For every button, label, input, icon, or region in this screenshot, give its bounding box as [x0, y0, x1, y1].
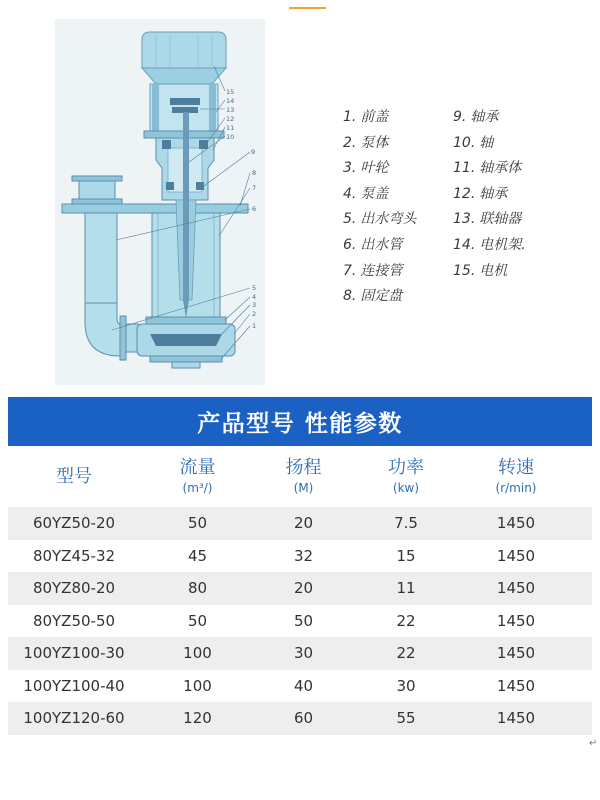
cell-model: 80YZ45-32 — [32, 546, 116, 565]
callout-4: 4 — [252, 293, 257, 301]
header-power — [352, 454, 460, 500]
header-label: 扬程 — [285, 457, 322, 478]
suction-inlet — [172, 362, 200, 368]
callout-3: 3 — [252, 301, 257, 309]
header-label: 型号 — [56, 466, 92, 487]
discharge-outlet — [79, 181, 115, 199]
cell-speed: 1450 — [496, 709, 536, 728]
header-unit: (m³/) — [182, 481, 213, 495]
cell-power: 55 — [396, 709, 416, 728]
part-number: 5. — [343, 211, 357, 228]
motor-housing — [142, 32, 226, 68]
cell-model: 60YZ50-20 — [32, 514, 116, 533]
callout-14: 14 — [226, 97, 235, 105]
table-row — [8, 605, 592, 638]
cell-model: 80YZ80-20 — [32, 579, 116, 598]
table-row — [8, 702, 592, 735]
table-row — [8, 637, 592, 670]
table-header — [8, 454, 592, 500]
cell-head: 20 — [293, 514, 314, 533]
header-unit: (kw) — [392, 481, 420, 495]
discharge-lower-flange — [72, 199, 122, 204]
part-number: 11. — [453, 160, 476, 177]
callout-6: 6 — [252, 205, 257, 213]
part-name: 前盖 — [360, 109, 389, 125]
part-number: 13. — [453, 211, 476, 228]
upper-bearing-right — [199, 140, 208, 149]
parts-list-left — [343, 105, 416, 310]
return-icon: ↵ — [589, 738, 598, 749]
cell-model: 100YZ100-30 — [23, 644, 125, 663]
table-row — [8, 540, 592, 573]
part-item — [343, 131, 416, 157]
elbow-flange — [120, 316, 126, 360]
pump-diagram — [50, 15, 275, 390]
cell-flow: 45 — [187, 546, 208, 565]
part-item — [453, 105, 526, 131]
outlet-connector — [126, 324, 138, 352]
cell-head: 32 — [293, 546, 314, 565]
cell-model: 100YZ120-60 — [23, 709, 125, 728]
cell-model: 80YZ50-50 — [32, 611, 116, 630]
part-number: 15. — [453, 262, 476, 279]
coupling-upper — [170, 98, 200, 105]
impeller — [150, 334, 222, 346]
part-item — [453, 156, 526, 182]
cell-flow: 100 — [183, 676, 212, 695]
part-name: 出水管 — [360, 236, 403, 253]
part-number: 3. — [343, 160, 357, 177]
fixed-plate — [62, 204, 248, 213]
callout-15: 15 — [226, 88, 235, 96]
part-item — [343, 105, 416, 131]
part-name: 轴承 — [479, 185, 508, 202]
cell-flow: 120 — [183, 709, 212, 728]
part-number: 14. — [453, 236, 476, 253]
header-speed — [460, 454, 572, 500]
callout-1: 1 — [252, 322, 257, 330]
part-name: 泵盖 — [360, 185, 389, 202]
header-head — [255, 454, 352, 500]
lower-bearing-left — [166, 182, 174, 190]
cell-power: 7.5 — [394, 514, 418, 533]
part-name: 联轴器 — [479, 211, 522, 228]
part-name: 轴 — [479, 134, 494, 151]
part-name: 叶轮 — [360, 160, 389, 177]
front-cover — [150, 356, 222, 362]
part-item — [343, 233, 416, 259]
part-name: 出水弯头 — [360, 211, 417, 228]
cell-speed: 1450 — [496, 644, 536, 663]
header-unit: (M) — [293, 481, 314, 495]
header-label: 转速 — [498, 457, 534, 478]
cell-speed: 1450 — [496, 676, 536, 695]
part-number: 12. — [453, 185, 476, 202]
part-name: 泵体 — [360, 134, 389, 151]
cell-power: 30 — [396, 676, 416, 695]
shaft — [183, 112, 189, 318]
part-item — [343, 207, 416, 233]
cell-head: 20 — [293, 579, 314, 598]
part-item — [453, 233, 526, 259]
part-item — [343, 182, 416, 208]
part-item — [343, 284, 416, 310]
header-model — [8, 454, 140, 500]
part-name: 轴承体 — [479, 160, 522, 177]
callout-9: 9 — [251, 148, 256, 156]
motor-base — [142, 68, 226, 84]
callout-5: 5 — [252, 284, 257, 292]
cell-speed: 1450 — [496, 611, 536, 630]
cell-power: 22 — [396, 644, 416, 663]
part-item — [453, 182, 526, 208]
table-row — [8, 572, 592, 605]
cell-head: 40 — [293, 676, 314, 695]
motor-frame-post — [152, 84, 159, 132]
table-row — [8, 670, 592, 703]
part-name: 轴承 — [470, 109, 499, 125]
part-number: 6. — [343, 236, 357, 253]
part-item — [453, 131, 526, 157]
callout-11: 11 — [226, 124, 235, 132]
top-accent-line — [289, 7, 326, 9]
part-name: 连接管 — [360, 262, 403, 279]
part-name: 固定盘 — [360, 288, 403, 305]
callout-10: 10 — [226, 133, 235, 141]
lower-bearing-right — [196, 182, 204, 190]
cell-head: 50 — [293, 611, 314, 630]
part-item — [453, 259, 526, 285]
part-number: 4. — [343, 185, 357, 202]
motor-frame-post — [209, 84, 216, 132]
cell-speed: 1450 — [496, 514, 536, 533]
cell-head: 30 — [293, 644, 314, 663]
parts-list-right — [453, 105, 526, 284]
cell-power: 22 — [396, 611, 416, 630]
upper-bearing-left — [162, 140, 171, 149]
part-number: 8. — [343, 288, 357, 305]
part-number: 7. — [343, 262, 357, 279]
cell-flow: 100 — [183, 644, 212, 663]
header-label: 功率 — [388, 457, 424, 478]
part-item — [343, 259, 416, 285]
header-unit: (r/min) — [495, 481, 537, 495]
pump-cover — [146, 317, 226, 324]
cell-power: 15 — [396, 546, 416, 565]
part-name: 电机架. — [479, 236, 526, 253]
table-body — [8, 507, 592, 735]
spec-table — [8, 454, 592, 735]
cell-flow: 50 — [187, 611, 208, 630]
table-row — [8, 507, 592, 540]
cell-speed: 1450 — [496, 546, 536, 565]
section-banner — [8, 397, 592, 446]
cell-head: 60 — [293, 709, 314, 728]
discharge-top-flange — [72, 176, 122, 181]
part-item — [343, 156, 416, 182]
motor — [142, 32, 226, 84]
cell-power: 11 — [396, 579, 416, 598]
part-number: 2. — [343, 134, 357, 151]
callout-12: 12 — [226, 115, 235, 123]
cell-flow: 80 — [187, 579, 208, 598]
cell-speed: 1450 — [496, 579, 536, 598]
callout-7: 7 — [252, 184, 257, 192]
discharge-pipe-body — [85, 204, 117, 304]
callout-2: 2 — [252, 310, 257, 318]
part-number: 9. — [453, 109, 467, 125]
header-flow — [140, 454, 255, 500]
part-item — [453, 207, 526, 233]
cell-flow: 50 — [187, 514, 208, 533]
callout-13: 13 — [226, 106, 235, 114]
cell-model: 100YZ100-40 — [23, 676, 125, 695]
header-label: 流量 — [179, 457, 216, 478]
part-number: 1. — [343, 109, 357, 125]
banner-title: 产品型号 性能参数 — [197, 411, 403, 437]
part-name: 电机 — [479, 262, 508, 279]
part-number: 10. — [453, 134, 476, 151]
callout-8: 8 — [252, 169, 257, 177]
